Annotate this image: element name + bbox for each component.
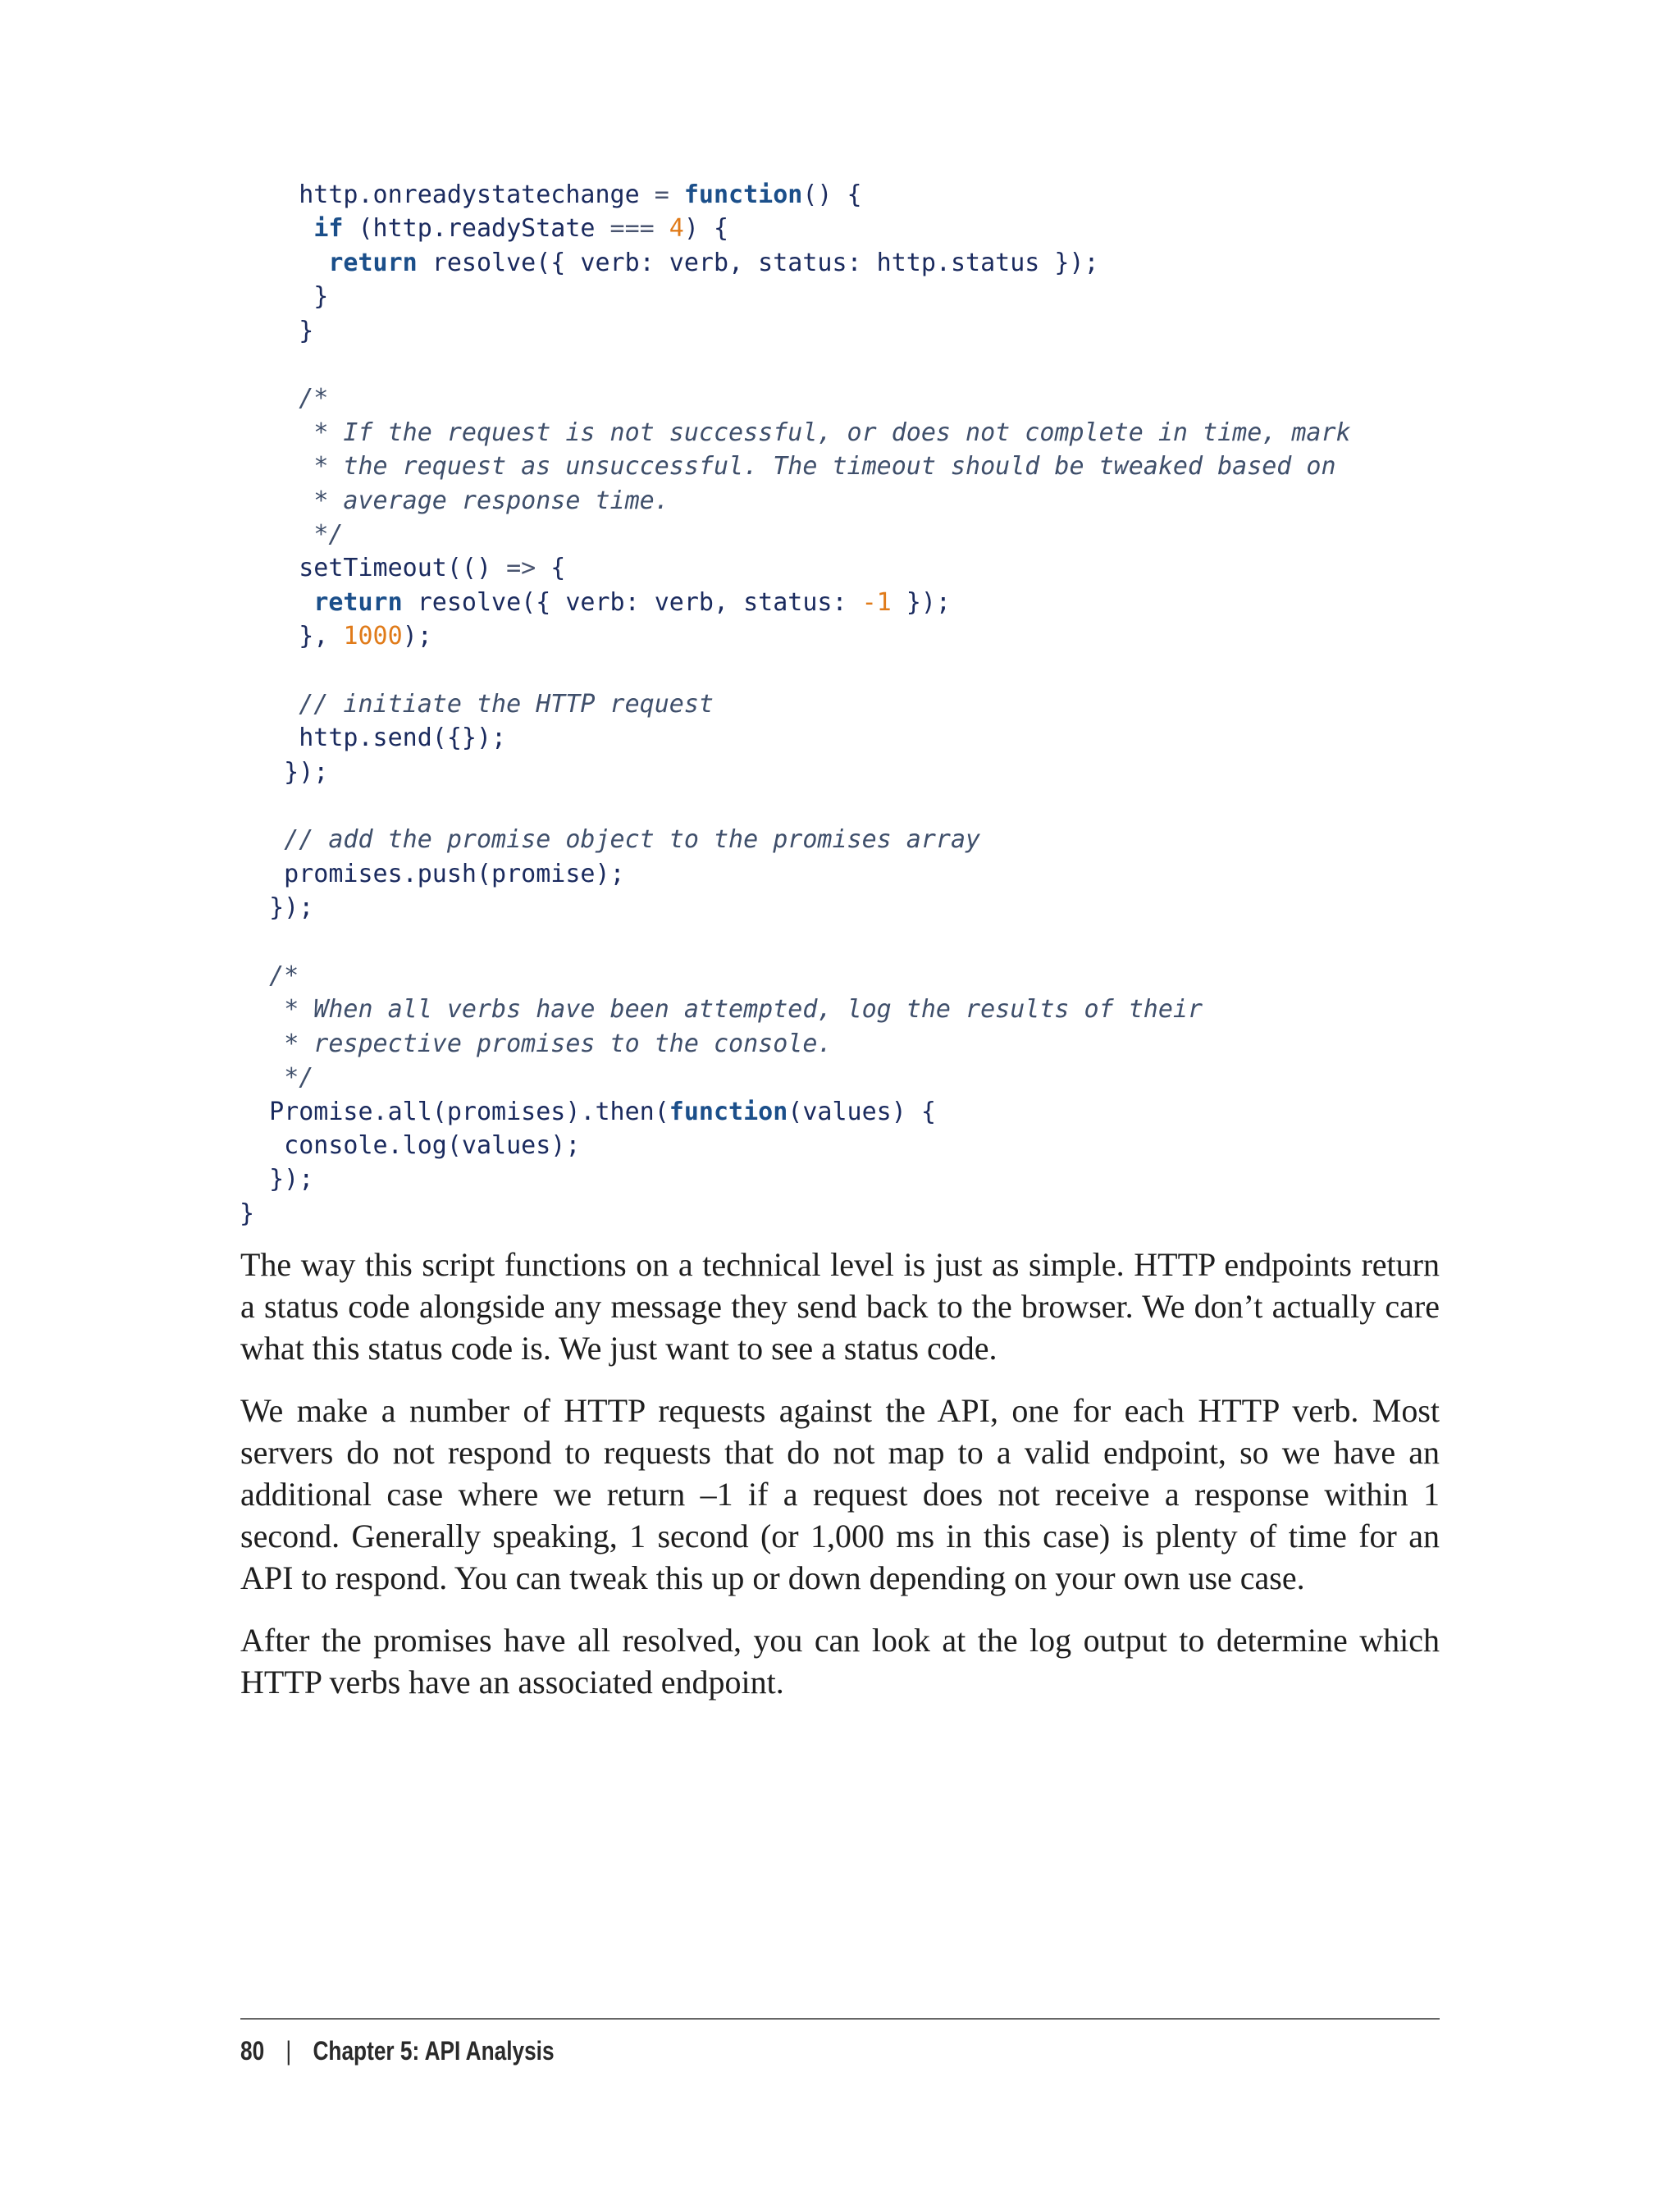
code-line: [240, 212, 1351, 245]
code-token: [240, 520, 313, 549]
code-line: [240, 484, 1351, 518]
code-token: // add the promise object to the promises array: [284, 825, 981, 855]
code-token: [240, 418, 313, 447]
page-number: 80: [240, 2035, 265, 2066]
code-line: [240, 959, 1351, 993]
code-token: });: [240, 1165, 314, 1194]
footer-separator: |: [285, 2035, 292, 2066]
code-token: =>: [506, 554, 536, 583]
code-token: [240, 214, 313, 243]
code-line: [240, 823, 1351, 856]
code-token: setTimeout((): [240, 554, 507, 583]
code-token: ===: [609, 214, 655, 244]
code-line: [240, 1197, 1351, 1230]
code-token: http.onreadystatechange: [240, 180, 655, 209]
code-token: * the request as unsuccessful. The timeout should be tweaked based on: [313, 452, 1336, 482]
code-token: },: [240, 622, 344, 651]
code-line: [240, 1129, 1351, 1162]
code-token: * If the request is not successful, or does not complete in time, mark: [313, 418, 1351, 447]
code-line: [240, 551, 1351, 585]
code-token: */: [284, 1063, 314, 1093]
code-line: [240, 381, 1351, 415]
code-token: // initiate the HTTP request: [299, 689, 714, 719]
code-line: [240, 619, 1351, 653]
code-token: {: [536, 554, 566, 583]
code-line: [240, 1061, 1351, 1094]
code-line: [240, 653, 1351, 687]
paragraph-1: The way this script functions on a technical level is just as simple. HTTP endpoints return a status code alongside any message they send back to the browser. We don’t actually care what this status code is. We just want to see a status code.: [240, 1246, 1440, 1367]
code-token: -1: [861, 587, 892, 617]
code-token: );: [402, 622, 432, 651]
code-line: [240, 857, 1351, 891]
code-listing: [240, 178, 1351, 1230]
code-token: */: [313, 519, 344, 549]
code-line: [240, 314, 1351, 348]
footer-rule: [240, 2018, 1440, 2020]
code-token: });: [240, 757, 329, 787]
code-token: 1000: [343, 622, 403, 651]
paragraph-3: After the promises have all resolved, you can look at the log output to determine which HTTP verbs have an associated endpoint.: [240, 1622, 1440, 1701]
code-line: [240, 687, 1351, 721]
code-token: /*: [299, 384, 329, 413]
code-token: =: [654, 180, 669, 209]
code-line: [240, 280, 1351, 313]
code-token: return: [313, 587, 403, 617]
code-token: (http.readyState: [343, 214, 610, 244]
code-token: * respective promises to the console.: [284, 1029, 833, 1058]
code-line: [240, 348, 1351, 381]
code-token: if: [313, 214, 344, 244]
code-line: [240, 925, 1351, 959]
code-token: }: [240, 1198, 255, 1228]
code-line: [240, 586, 1351, 619]
code-token: [240, 961, 269, 990]
code-token: [240, 1029, 284, 1058]
code-line: [240, 1162, 1351, 1196]
code-token: function: [669, 1097, 788, 1126]
code-line: [240, 450, 1351, 483]
code-line: [240, 789, 1351, 823]
code-token: resolve({ verb: verb, status: http.status });: [417, 248, 1099, 277]
code-line: [240, 756, 1351, 789]
code-token: });: [240, 893, 314, 923]
code-line: [240, 246, 1351, 280]
code-token: [240, 249, 328, 277]
code-token: ) {: [683, 214, 729, 244]
code-token: }: [240, 282, 329, 312]
code-line: [240, 416, 1351, 450]
code-token: [240, 825, 284, 854]
code-token: 4: [669, 214, 684, 244]
code-line: [240, 891, 1351, 924]
code-token: promises.push(promise);: [240, 859, 625, 888]
code-line: [240, 518, 1351, 551]
code-token: /*: [269, 961, 299, 990]
code-token: Promise.all(promises).then(: [240, 1097, 669, 1126]
code-token: [240, 995, 284, 1024]
code-token: [240, 384, 299, 413]
code-token: }: [240, 316, 314, 345]
code-token: [240, 486, 313, 515]
code-token: function: [683, 180, 803, 209]
code-line: [240, 993, 1351, 1026]
code-token: http.send({});: [240, 724, 507, 753]
body-text: [240, 1244, 1440, 1723]
code-line: [240, 1095, 1351, 1129]
paragraph-2: We make a number of HTTP requests against the API, one for each HTTP verb. Most servers do not respond to requests that do not map to a valid endpoint, so we have an additional case where we return –1 if a request does not receive a response within 1 second. Generally speaking, 1 second (or 1,000 ms in this case) is plenty of time for an API to respond. You can tweak this up or down depending on your own use case.: [240, 1392, 1440, 1596]
code-token: [240, 588, 313, 617]
code-token: [240, 452, 313, 481]
code-token: * average response time.: [313, 486, 669, 515]
code-line: [240, 178, 1351, 212]
code-token: return: [328, 248, 418, 277]
code-token: () {: [802, 180, 862, 209]
code-token: });: [891, 587, 951, 617]
page-footer: [240, 2030, 555, 2071]
code-line: [240, 1027, 1351, 1061]
code-token: [240, 690, 299, 719]
code-token: [240, 1063, 284, 1092]
code-token: (values) {: [788, 1097, 936, 1126]
code-token: [655, 214, 669, 243]
code-token: * When all verbs have been attempted, log the results of their: [284, 995, 1203, 1025]
code-token: resolve({ verb: verb, status:: [402, 587, 862, 617]
code-token: [669, 180, 684, 209]
code-token: console.log(values);: [240, 1130, 581, 1160]
code-line: [240, 721, 1351, 755]
chapter-title: Chapter 5: API Analysis: [313, 2035, 555, 2066]
